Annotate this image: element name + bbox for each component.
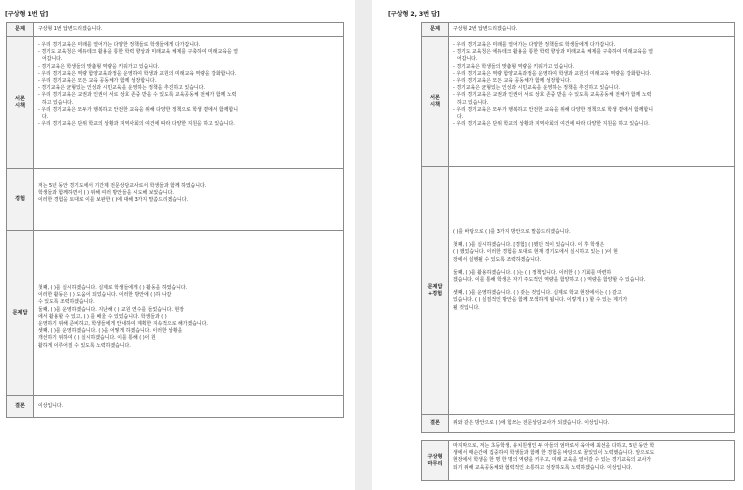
- text-line: 하고 있습니다.: [42, 99, 74, 106]
- text-line: 둘째, ( )를 활용하겠습니다. ( )는 ( ) 정책입니다. 이러한 ( ) 기회를 마련하: [453, 269, 612, 276]
- row-label-text: 구상형 마무리: [427, 453, 443, 467]
- text-line: - 경기교육은 균형있는 인성과 시민교육을 운영하는 정책을 추진하고 있습니다.: [38, 85, 205, 92]
- question-text: 구상형 1번 답변드리겠습니다.: [34, 23, 344, 37]
- row-label-text: 문제답 +경험: [427, 283, 443, 297]
- text-line: 어갑니다.: [42, 56, 63, 63]
- answer-table: [421, 22, 735, 481]
- experience-text: [34, 169, 344, 231]
- table-spacer: [422, 433, 735, 441]
- text-line: - 경기교육은 학생들의 맞춤형 역량을 키워가고 있습니다.: [453, 63, 575, 70]
- text-line: 에서 활용할 수 있고, ( ) 를 배울 수 있었습니다. 학생들과 ( ): [38, 313, 167, 320]
- text-line: 겠습니다. 이를 통해 학생은 자기 주도적인 역량을 함양하고 ( ) 역량을 함양할 수 있습니다.: [453, 277, 646, 284]
- text-line: 될 것입니다.: [453, 304, 480, 311]
- vision-text: [449, 37, 735, 167]
- text-line: ( ) 했었습니다. 이러한 경험을 토대로 현재 경기도에서 실시하고 있는 ( )이 현: [453, 249, 618, 256]
- text-line: 셋째, ( )를 운영하겠습니다. ( ) 갖는 것입니다. 실제로 학교 현장에서는 ( ) 갈고: [453, 290, 622, 297]
- text-line: - 우리 경기교육은 모두가 행복하고 안전한 교육을 위해 다양한 정책으로 학생 곁에서 함께합니: [453, 106, 653, 113]
- text-line: 생에서 매순간에 집중하여 학생들과 함께 한 경험을 바탕으로 꿈있있이 노력했습니다. 앞으로도: [453, 450, 655, 457]
- text-line: 첫째, ( )를 실시하겠습니다. [경험] ( )했던 적이 있습니다. 이 후 학생은: [453, 242, 605, 249]
- text-line: - 우리 경기교육은 모든 교육 공동체가 함께 성장합니다.: [38, 78, 157, 85]
- text-line: 수 있도록 조력하겠습니다.: [38, 299, 95, 306]
- text-line: - 우리 경기교육은 단위 학교의 상황과 지역사회의 여건에 따라 다양한 지원을 하고 있습니다.: [453, 121, 650, 128]
- row-label-conclusion: 결론: [422, 415, 449, 433]
- text-line: 이러한 경험을 토대로 이를 보완한 ( )에 대해 3가지 말씀드리겠습니다.: [38, 197, 189, 204]
- answer-heading: [구상형 2, 3번 답]: [388, 11, 440, 18]
- text-line: 어갑니다.: [457, 56, 478, 63]
- text-line: - 경기교육은 학생들의 맞춤형 역량을 키워가고 있습니다.: [38, 63, 160, 70]
- text-line: - 우리 경기교육은 역량 함양교육과정을 운영하여 학생과 교원의 미래교육 역량을 강화합니다.: [38, 70, 237, 77]
- row-label-vision: [7, 37, 34, 169]
- text-line: - 우리 경기교육은 미래를 열어가는 다양한 정책들로 학생들에게 다가갑니다.: [453, 42, 616, 48]
- row-label-text: 서론 시책: [429, 94, 441, 108]
- text-line: 되기 위해 교육공동체와 협력적인 소통하고 성장하도록 노력하겠습니다. 이상입니다.: [453, 464, 633, 471]
- row-label-vision: [422, 37, 449, 167]
- answer-table: [6, 22, 344, 418]
- text-line: 개선하기 위하여 ( ) 실시하겠습니다. 이를 통해 ( )이 원: [38, 335, 156, 342]
- row-label-experience: 경험: [7, 169, 34, 231]
- answer-heading: [구상형 1번 답]: [5, 11, 49, 18]
- closing-text: [449, 441, 735, 481]
- row-label-question: 문제: [7, 23, 34, 37]
- vision-text: [34, 37, 344, 169]
- document-page-left: [0, 0, 355, 490]
- row-label-solution-experience: [422, 167, 449, 415]
- text-line: - 우리 경기교육은 교권과 인권이 서로 상호 존중 받을 수 있도록 교육공동체 전체가 함께 노력: [453, 92, 652, 99]
- text-line: 하고 있습니다.: [457, 99, 489, 106]
- text-line: 셋째, ( )를 운영하겠습니다. ( )을 어떻게 하겠습니다. 이러한 상황을: [38, 328, 183, 335]
- conclusion-text: 이상입니다.: [34, 396, 344, 418]
- text-line: 다.: [42, 114, 49, 121]
- solution-paragraph: [453, 242, 730, 264]
- text-line: - 우리 경기교육은 단위 학교의 상황과 지역사회의 여건에 따라 다양한 지원을 하고 있습니다.: [38, 121, 235, 128]
- text-line: - 우리 경기교육은 미래를 열어가는 다양한 정책들로 학생들에게 다가갑니다.: [38, 42, 201, 48]
- row-label-question: 문제: [422, 23, 449, 37]
- row-label-solution: 문제답: [7, 231, 34, 396]
- text-line: 마지막으로, 저는 초등학생, 유치원생인 두 아들의 엄마로서 육아에 최선을 다하고, 5년 동안 학: [453, 443, 655, 449]
- solution-text: [34, 231, 344, 396]
- text-line: 학생들과 함께하면서 ( ) 위해 여러 방안들을 시도해 보았습니다.: [38, 190, 174, 197]
- text-line: 현장에서 학생을 한 명 한 명의 역량을 키우고, 미래 교육을 열어갈 수 있는 경기교육의 교사가: [453, 457, 652, 464]
- text-line: 저는 5년 동안 경기도에서 기간제 전문상담교사로서 학생들과 함께 하였습니다.: [38, 183, 207, 189]
- solution-text: [449, 167, 735, 415]
- text-line: - 우리 경기교육은 역량 함양교육과정을 운영하여 학생과 교원의 미래교육 역량을 강화합니다.: [453, 70, 652, 77]
- row-label-closing: [422, 441, 449, 481]
- text-line: 첫째, ( )를 실시하겠습니다. 실제로 학생들에게 ( ) 활동을 하였습니다.: [38, 285, 188, 291]
- text-line: 이러한 활동은 ( ) 도움이 되었습니다. 이러한 방안에 ( )하 나갈: [38, 292, 172, 299]
- document-page-right: [372, 0, 743, 490]
- text-line: 다.: [457, 114, 464, 121]
- question-text: 구상형 2번 답변드리겠습니다.: [449, 23, 735, 37]
- text-line: 활하게 이루어질 수 있도록 노력하겠습니다.: [38, 342, 131, 349]
- text-line: 운영하기 위해 준비하고, 학생들에게 안내하여 계획한 지속적으로 해가겠습니다.: [38, 321, 208, 328]
- row-label-conclusion: 결론: [7, 396, 34, 418]
- text-line: - 경기도 교육청은 에듀테크 활용을 통한 학력 향상과 미래교육 체제를 구축하여 미래교육을 열: [453, 49, 653, 56]
- text-line: - 경기도 교육청은 에듀테크 활용을 통한 학력 향상과 미래교육 체제를 구축하여 미래교육을 열: [38, 49, 238, 56]
- solution-paragraph: [453, 270, 730, 284]
- text-line: - 경기교육은 균형있는 인성과 시민교육을 운영하는 정책을 추진하고 있습니다.: [453, 85, 620, 92]
- text-line: ( )를 바탕으로 ( )를 3가지 방안으로 말씀드리겠습니다.: [453, 229, 571, 235]
- text-line: 장에서 실행될 수 있도록 조력하겠습니다.: [453, 256, 542, 263]
- conclusion-text: 위와 같은 방안으로 ( )에 힘쓰는 전문상담교사가 되겠습니다. 이상입니다.: [449, 415, 735, 433]
- text-line: - 우리 경기교육은 교권과 인권이 서로 상호 존중 받을 수 있도록 교육공동체 전체가 함께 노력: [38, 92, 237, 99]
- text-line: - 우리 경기교육은 모든 교육 공동체가 함께 성장합니다.: [453, 78, 572, 85]
- text-line: 둘째, ( )를 운영하겠습니다. 지난해 ( ) 교원 연수를 들었습니다. 현장: [38, 306, 184, 313]
- text-line: - 우리 경기교육은 모두가 행복하고 안전한 교육을 위해 다양한 정책으로 학생 곁에서 함께합니: [38, 106, 238, 113]
- row-label-text: 서론 시책: [14, 95, 26, 109]
- solution-paragraph: [453, 290, 730, 312]
- text-line: 있습니다. ( ) 실질적인 방안을 함께 모색하게 됩니다. 이렇게 ( ) 할 수 있는 계기가: [453, 297, 628, 304]
- solution-paragraph: [453, 229, 730, 236]
